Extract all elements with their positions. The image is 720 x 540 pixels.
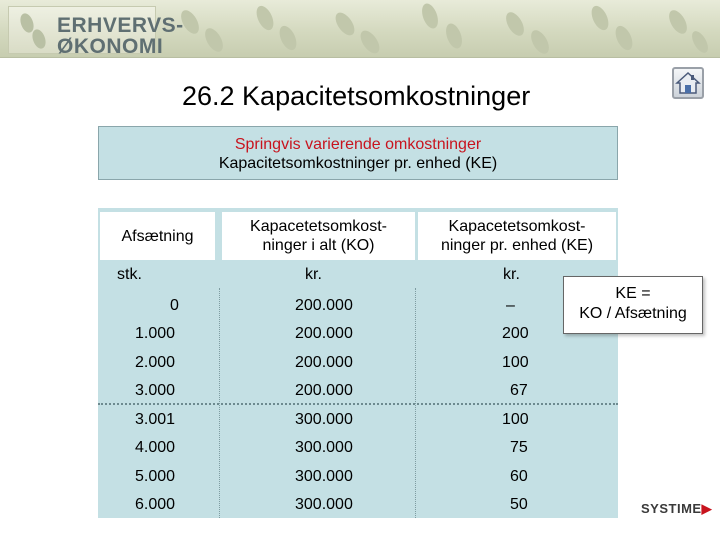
subtitle-heading: Springvis varierende omkostninger [234, 136, 482, 153]
unit-ko: kr. [305, 266, 322, 283]
table-row [98, 324, 618, 352]
cell-ko: 300.000 [295, 411, 353, 428]
table-row [98, 495, 618, 523]
home-button[interactable] [672, 67, 704, 99]
cell-afsaetning: 6.000 [135, 496, 176, 513]
cell-ke: 60 [510, 468, 528, 485]
logo [8, 6, 184, 58]
column-header-ke-line2: ninger pr. enhed (KE) [440, 237, 594, 254]
table-row [98, 467, 618, 495]
cell-ke: 50 [510, 496, 528, 513]
brand-arrow-icon: ▶ [701, 501, 713, 516]
cell-afsaetning: 4.000 [135, 439, 176, 456]
cell-ke: 100 [502, 411, 529, 428]
cell-ko: 200.000 [295, 382, 353, 399]
table-row [98, 296, 618, 324]
cell-ko: 200.000 [295, 354, 353, 371]
column-header-ko-line1: Kapacetetsomkost- [250, 218, 387, 235]
table-row [98, 410, 618, 438]
column-header-ke [418, 212, 616, 260]
cell-ko: 300.000 [295, 496, 353, 513]
cell-ke: 67 [510, 382, 528, 399]
column-header-ko-line2: ninger i alt (KO) [262, 237, 375, 254]
cell-afsaetning: 1.000 [135, 325, 176, 342]
cell-ke: – [506, 297, 515, 314]
column-header-afsaetning: Afsætning [100, 212, 215, 260]
table-row [98, 353, 618, 381]
page-title: 26.2 Kapacitetsomkostninger [182, 81, 531, 111]
cell-ko: 200.000 [295, 325, 353, 342]
home-icon [674, 69, 702, 97]
cell-ko: 300.000 [295, 468, 353, 485]
cell-ke: 75 [510, 439, 528, 456]
cell-ko: 300.000 [295, 439, 353, 456]
cell-ke: 100 [502, 354, 529, 371]
logo-line-1: ERHVERVS- [57, 14, 184, 37]
systime-logo [641, 501, 712, 517]
formula-callout [563, 276, 703, 334]
table-row [98, 381, 618, 409]
cell-afsaetning: 5.000 [135, 468, 176, 485]
brand-name: SYSTIME [641, 501, 702, 516]
subtitle-caption: Kapacitetsomkostninger pr. enhed (KE) [218, 155, 498, 172]
table-row [98, 438, 618, 466]
formula-line-1: KE = [615, 285, 651, 302]
unit-ke: kr. [503, 266, 520, 283]
unit-afsaetning: stk. [117, 266, 142, 283]
column-header-ke-line1: Kapacetetsomkost- [448, 218, 586, 235]
cell-afsaetning: 2.000 [135, 354, 176, 371]
cell-ke: 200 [502, 325, 529, 342]
column-header-ko [222, 212, 415, 260]
logo-line-2: ØKONOMI [57, 35, 164, 58]
cell-ko: 200.000 [295, 297, 353, 314]
subtitle-box [98, 126, 618, 180]
footprint-logo-icon [13, 8, 53, 54]
cell-afsaetning: 3.000 [135, 382, 176, 399]
cell-afsaetning: 0 [170, 297, 179, 314]
header-band [0, 0, 720, 58]
footprints-decoration-icon [170, 0, 710, 58]
formula-line-2: KO / Afsætning [579, 305, 687, 322]
cell-afsaetning: 3.001 [135, 411, 176, 428]
